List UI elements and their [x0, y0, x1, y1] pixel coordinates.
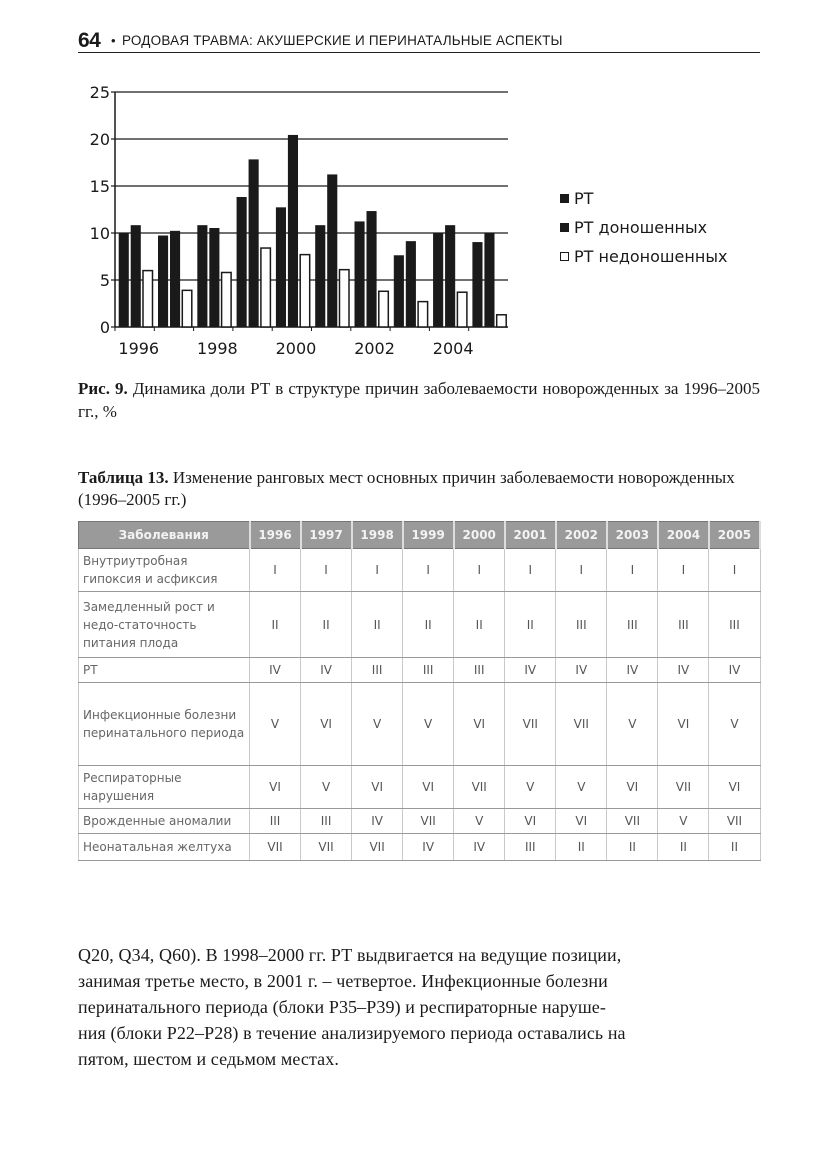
y-tick-label: 25: [89, 83, 110, 102]
rank-cell: V: [301, 766, 352, 809]
column-header-year: 2005: [709, 522, 760, 549]
rank-cell: VII: [301, 834, 352, 861]
legend-label-rt-preterm: РТ недоношенных: [574, 247, 728, 266]
column-header-year: 1998: [352, 522, 403, 549]
rank-cell: VI: [352, 766, 403, 809]
rank-cell: V: [352, 683, 403, 766]
rank-cell: IV: [709, 658, 760, 683]
rank-cell: VI: [658, 683, 709, 766]
rank-cell: V: [403, 683, 454, 766]
rank-cell: IV: [352, 809, 403, 834]
rank-cell: I: [505, 549, 556, 592]
bar: [473, 242, 483, 327]
bar: [367, 211, 377, 327]
bar: [288, 135, 298, 327]
rank-cell: III: [556, 592, 607, 658]
table-caption: [78, 467, 760, 511]
body-text-line: ния (блоки Р22–Р28) в течение анализируемого периода оставались на: [78, 1023, 626, 1043]
rank-cell: III: [301, 809, 352, 834]
rank-cell: V: [607, 683, 658, 766]
disease-cell: Инфекционные болезни перинатального периода: [79, 683, 250, 766]
rank-cell: II: [403, 592, 454, 658]
bar: [119, 233, 129, 327]
legend-label-rt: РТ: [574, 189, 594, 208]
bar: [222, 272, 232, 327]
bar: [158, 236, 168, 327]
column-header-year: 1996: [250, 522, 301, 549]
rank-cell: IV: [454, 834, 505, 861]
table-row: [79, 658, 761, 683]
disease-cell: РТ: [79, 658, 250, 683]
running-header: [78, 28, 760, 53]
rank-cell: VII: [556, 683, 607, 766]
rank-cell: VII: [352, 834, 403, 861]
bar: [276, 208, 286, 327]
rank-cell: III: [505, 834, 556, 861]
body-text-line: пятом, шестом и седьмом местах.: [78, 1049, 339, 1069]
rank-cell: I: [403, 549, 454, 592]
y-tick-label: 5: [99, 271, 110, 290]
bar: [237, 197, 247, 327]
rank-cell: IV: [505, 658, 556, 683]
table-header-row: [79, 522, 761, 549]
rank-cell: V: [709, 683, 760, 766]
table-row: [79, 549, 761, 592]
rank-cell: II: [352, 592, 403, 658]
rank-cell: I: [250, 549, 301, 592]
bar: [485, 233, 495, 327]
rank-cell: VII: [250, 834, 301, 861]
rank-cell: I: [607, 549, 658, 592]
disease-cell: Врожденные аномалии: [79, 809, 250, 834]
rank-cell: III: [454, 658, 505, 683]
rank-cell: II: [454, 592, 505, 658]
rank-cell: VII: [403, 809, 454, 834]
x-tick-label: 2000: [275, 339, 317, 358]
rank-cell: V: [556, 766, 607, 809]
column-header-year: 2000: [454, 522, 505, 549]
rank-cell: II: [709, 834, 760, 861]
bar: [497, 315, 507, 327]
rank-table: [78, 521, 761, 861]
legend-item-rt-full-term: [560, 213, 727, 242]
disease-cell: Респираторные нарушения: [79, 766, 250, 809]
chart-legend: [560, 184, 727, 271]
rank-cell: I: [352, 549, 403, 592]
y-tick-label: 15: [89, 177, 110, 196]
x-tick-label: 2004: [432, 339, 474, 358]
y-tick-label: 0: [99, 318, 110, 337]
column-header-year: 2002: [556, 522, 607, 549]
bar: [131, 225, 141, 327]
rank-cell: I: [301, 549, 352, 592]
table-row: [79, 834, 761, 861]
y-tick-label: 20: [89, 130, 110, 149]
figure-caption: [78, 377, 760, 423]
bar: [379, 291, 389, 327]
rank-cell: VII: [607, 809, 658, 834]
bar: [340, 270, 350, 327]
body-paragraph: [78, 942, 760, 1072]
legend-item-rt: [560, 184, 727, 213]
bar: [406, 241, 416, 327]
x-tick-label: 1996: [118, 339, 160, 358]
bar: [300, 255, 310, 327]
header-bullet: •: [111, 33, 116, 48]
legend-label-rt-full-term: РТ доношенных: [574, 218, 708, 237]
rank-cell: IV: [301, 658, 352, 683]
rank-cell: III: [352, 658, 403, 683]
page-number: 64: [78, 29, 101, 52]
rank-cell: III: [403, 658, 454, 683]
bar: [198, 225, 208, 327]
rank-cell: VII: [454, 766, 505, 809]
bar: [261, 248, 271, 327]
rank-cell: II: [556, 834, 607, 861]
legend-swatch-rt-full-term: [560, 223, 569, 232]
column-header-disease: Заболевания: [79, 522, 250, 549]
figure-caption-text: Динамика доли РТ в структуре причин заболеваемости новорожденных за 1996–2005 гг., %: [78, 379, 760, 421]
rank-cell: VI: [250, 766, 301, 809]
body-text-line: Q20, Q34, Q60). В 1998–2000 гг. РТ выдвигается на ведущие позиции,: [78, 945, 622, 965]
bar: [316, 225, 326, 327]
bar: [355, 222, 365, 327]
disease-cell: Неонатальная желтуха: [79, 834, 250, 861]
rank-cell: IV: [556, 658, 607, 683]
table-caption-text: Изменение ранговых мест основных причин заболеваемости новорожденных (1996–2005 гг.): [78, 468, 735, 509]
rank-cell: II: [301, 592, 352, 658]
bar: [249, 160, 259, 327]
rank-cell: VI: [709, 766, 760, 809]
column-header-year: 1997: [301, 522, 352, 549]
rank-cell: VI: [607, 766, 658, 809]
rank-cell: II: [607, 834, 658, 861]
rank-cell: I: [709, 549, 760, 592]
column-header-year: 2001: [505, 522, 556, 549]
rank-cell: VII: [505, 683, 556, 766]
bar: [143, 271, 153, 327]
table-row: [79, 592, 761, 658]
rank-cell: V: [250, 683, 301, 766]
column-header-year: 2004: [658, 522, 709, 549]
disease-cell: Замедленный рост и недо-статочность питания плода: [79, 592, 250, 658]
rank-cell: IV: [403, 834, 454, 861]
x-tick-label: 1998: [196, 339, 238, 358]
body-text-line: занимая третье место, в 2001 г. – четвертое. Инфекционные болезни: [78, 971, 608, 991]
bar: [457, 292, 467, 327]
rank-cell: II: [250, 592, 301, 658]
rank-cell: I: [454, 549, 505, 592]
rank-cell: VII: [658, 766, 709, 809]
table-caption-label: Таблица 13.: [78, 468, 169, 487]
rank-cell: V: [658, 809, 709, 834]
rank-cell: VII: [709, 809, 760, 834]
bar-chart: [70, 78, 530, 368]
legend-swatch-rt-preterm: [560, 252, 569, 261]
bar: [182, 290, 192, 327]
rank-cell: IV: [658, 658, 709, 683]
rank-cell: IV: [607, 658, 658, 683]
rank-cell: VI: [403, 766, 454, 809]
table-row: [79, 766, 761, 809]
rank-cell: VI: [505, 809, 556, 834]
rank-cell: VI: [454, 683, 505, 766]
bar: [210, 228, 220, 327]
legend-swatch-rt: [560, 194, 569, 203]
column-header-year: 1999: [403, 522, 454, 549]
rank-cell: II: [505, 592, 556, 658]
rank-cell: I: [658, 549, 709, 592]
figure-caption-label: Рис. 9.: [78, 379, 128, 398]
table-row: [79, 809, 761, 834]
rank-cell: I: [556, 549, 607, 592]
y-tick-label: 10: [89, 224, 110, 243]
rank-cell: IV: [250, 658, 301, 683]
rank-cell: III: [658, 592, 709, 658]
bar: [328, 175, 338, 327]
rank-cell: III: [709, 592, 760, 658]
bar: [445, 225, 455, 327]
rank-cell: VI: [301, 683, 352, 766]
rank-cell: V: [505, 766, 556, 809]
running-title: РОДОВАЯ ТРАВМА: АКУШЕРСКИЕ И ПЕРИНАТАЛЬНЫЕ АСПЕКТЫ: [122, 33, 563, 48]
rank-cell: V: [454, 809, 505, 834]
rank-cell: III: [607, 592, 658, 658]
table-row: [79, 683, 761, 766]
disease-cell: Внутриутробная гипоксия и асфиксия: [79, 549, 250, 592]
rank-cell: II: [658, 834, 709, 861]
bar: [394, 256, 404, 327]
column-header-year: 2003: [607, 522, 658, 549]
x-tick-label: 2002: [354, 339, 395, 358]
bar: [170, 231, 180, 327]
rank-cell: III: [250, 809, 301, 834]
body-text-line: перинатального периода (блоки Р35–Р39) и респираторные наруше-: [78, 997, 606, 1017]
bar: [433, 233, 443, 327]
bar: [418, 302, 428, 327]
rank-cell: VI: [556, 809, 607, 834]
legend-item-rt-preterm: [560, 242, 727, 271]
